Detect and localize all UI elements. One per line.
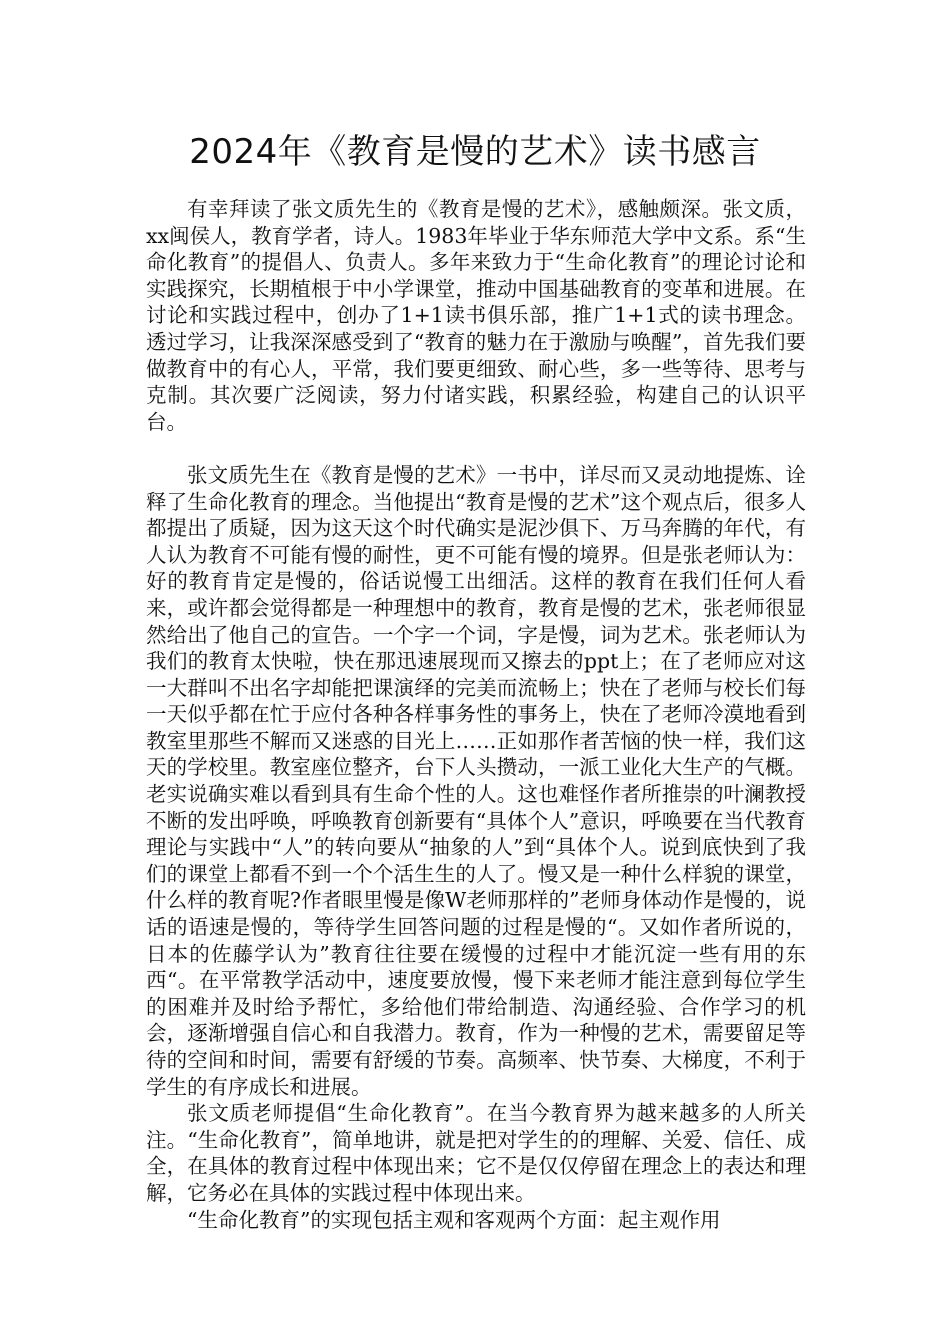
paragraph-4: “生命化教育”的实现包括主观和客观两个方面：起主观作用: [187, 1207, 721, 1232]
paragraph-2: 张文质先生在《教育是慢的艺术》一书中，详尽而又灵动地提炼、诠释了生命化教育的理念。当他提出“教育是慢的艺术”这个观点后，很多人都提出了质疑，因为这天这个时代确实是泥沙俱下、万马奔腾的年代，有人认为教育不可能有慢的耐性，更不可能有慢的境界。但是张老师认为：好的教育肯定是慢的，俗话说慢工出细活。这样的教育在我们任何人看来，或许都会觉得都是一种理想中的教育，教育是慢的艺术，张老师很显然给出了他自己的宣告。一个字一个词，字是慢，词为艺术。张老师认为我们的教育太快啦，快在那迅速展现而又擦去的ppt上；在了老师应对这一大群叫不出名字却能把课演绎的完美而流畅上；快在了老师与校长们每一天似乎都在忙于应付各种各样事务性的事务上，快在了老师冷漠地看到教室里那些不解而又迷惑的目光上……正如那作者苦恼的快一样，我们这天的学校里。教室座位整齐，台下人头攒动，一派工业化大生产的气概。老实说确实难以看到具有生命个性的人。这也难怪作者所推崇的叶澜教授不断的发出呼唤，呼唤教育创新要有“具体个人”意识，呼唤要在当代教育理论与实践中“人”的转向要从“抽象的人”到“具体个人。说到底快到了我们的课堂上都看不到一个个活生生的人了。慢又是一种什么样貌的课堂，什么样的教育呢?作者眼里慢是像W老师那样的”老师身体动作是慢的，说话的语速是慢的，等待学生回答问题的过程是慢的“。又如作者所说的，日本的佐藤学认为”教育往往要在缓慢的过程中才能沉淀一些有用的东西“。在平常教学活动中，速度要放慢，慢下来老师才能注意到每位学生的困难并及时给予帮忙，多给他们带给制造、沟通经验、合作学习的机会，逐渐增强自信心和自我潜力。教育，作为一种慢的艺术，需要留足等待的空间和时间，需要有舒缓的节奏。高频率、快节奏、大梯度，不利于学生的有序成长和进展。: [146, 462, 806, 1099]
paragraph-3: 张文质老师提倡“生命化教育”。在当今教育界为越来越多的人所关注。“生命化教育”，简单地讲，就是把对学生的的理解、关爱、信任、成全，在具体的教育过程中体现出来；它不是仅仅停留在理念上的表达和理解，它务必在具体的实践过程中体现出来。: [146, 1101, 806, 1205]
document-body: [146, 196, 806, 1233]
document-title: 2024年《教育是慢的艺术》读书感言: [189, 132, 761, 172]
paragraph-1: 有幸拜读了张文质先生的《教育是慢的艺术》，感触颇深。张文质，xx闽侯人，教育学者，诗人。1983年毕业于华东师范大学中文系。系“生命化教育”的提倡人、负责人。多年来致力于“生命化教育”的理论讨论和实践探究，长期植根于中小学课堂，推动中国基础教育的变革和进展。在讨论和实践过程中，创办了1+1读书俱乐部，推广1+1式的读书理念。透过学习，让我深深感受到了“教育的魅力在于激励与唤醒”，首先我们要做教育中的有心人，平常，我们要更细致、耐心些，多一些等待、思考与克制。其次要广泛阅读，努力付诸实践，积累经验，构建自己的认识平台。: [146, 197, 806, 434]
